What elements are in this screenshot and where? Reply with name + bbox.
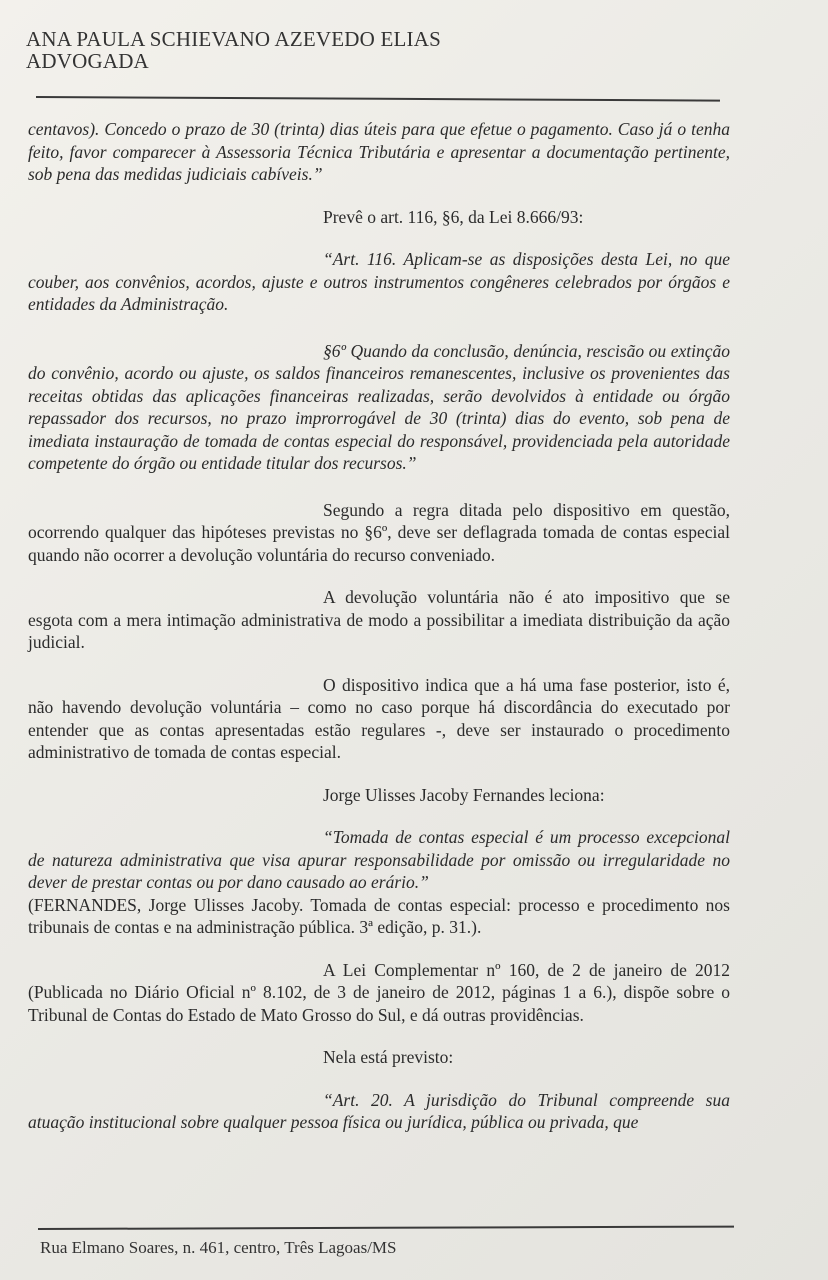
- paragraph-jacoby-intro: Jorge Ulisses Jacoby Fernandes leciona:: [323, 784, 605, 805]
- citation-fernandes: (FERNANDES, Jorge Ulisses Jacoby. Tomada de contas especial: processo e procedimento nos tribunais de contas e na administração pública. 3ª edição, p. 31.).: [28, 894, 730, 937]
- quote-tomada-contas: “Tomada de contas especial é um processo excepcional de natureza administrativa que visa apurar responsabilidade por omissão ou irregularidade no dever de prestar contas ou por dano causado ao erário.”: [28, 827, 730, 892]
- paragraph-devolucao: A devolução voluntária não é ato impositivo que se esgota com a mera intimação administrativa de modo a possibilitar a imediata distribuição da ação judicial.: [28, 587, 730, 652]
- quote-paragraph-6: §6º Quando da conclusão, denúncia, rescisão ou extinção do convênio, acordo ou ajuste, os saldos financeiros remanescentes, inclusive os provenientes das receitas obtidas das aplicações financeiras realizadas, serão devolvidos à entidade ou órgão repassador dos recursos, no prazo improrrogável de 30 (trinta) dias do evento, sob pena de imediata instauração de tomada de contas especial do responsável, providenciada pela autoridade competente do órgão ou entidade titular dos recursos.”: [28, 340, 730, 473]
- quote-art-20: “Art. 20. A jurisdição do Tribunal compreende sua atuação institucional sobre qualquer pessoa física ou jurídica, pública ou privada, que: [28, 1089, 730, 1132]
- quote-art-116: “Art. 116. Aplicam-se as disposições desta Lei, no que couber, aos convênios, acordos, ajuste e outros instrumentos congêneres celebrados por órgãos e entidades da Administração.: [28, 249, 730, 314]
- lawyer-name: ANA PAULA SCHIEVANO AZEVEDO ELIAS: [26, 27, 441, 51]
- letterhead: [26, 28, 441, 72]
- paragraph-regra: Segundo a regra ditada pelo dispositivo em questão, ocorrendo qualquer das hipóteses previstas no §6º, deve ser deflagrada tomada de contas especial quando não ocorrer a devolução voluntária do recurso conveniado.: [28, 499, 730, 565]
- footer-address: Rua Elmano Soares, n. 461, centro, Três Lagoas/MS: [40, 1238, 397, 1257]
- lawyer-title: ADVOGADA: [26, 49, 149, 73]
- footer-divider: [38, 1226, 734, 1230]
- paragraph-lei-intro: Prevê o art. 116, §6, da Lei 8.666/93:: [323, 206, 584, 227]
- document-body: [28, 118, 730, 1134]
- paragraph-continuation: centavos). Concedo o prazo de 30 (trinta) dias úteis para que efetue o pagamento. Caso já o tenha feito, favor comparecer à Assessoria Técnica Tributária e apresentar a documentação pertinente, sob pena das medidas judiciais cabíveis.”: [28, 119, 730, 184]
- paragraph-nela-previsto: Nela está previsto:: [323, 1047, 454, 1067]
- paragraph-lei-complementar: A Lei Complementar nº 160, de 2 de janeiro de 2012 (Publicada no Diário Oficial nº 8.102, de 3 de janeiro de 2012, páginas 1 a 6.), dispõe sobre o Tribunal de Contas do Estado de Mato Grosso do Sul, e dá outras providências.: [28, 959, 730, 1025]
- header-divider: [36, 96, 720, 102]
- paragraph-dispositivo: O dispositivo indica que a há uma fase posterior, isto é, não havendo devolução voluntária – como no caso porque há discordância do executado por entender que as contas apresentadas estão regulares -, deve ser instaurado o procedimento administrativo de tomada de contas especial.: [28, 674, 730, 762]
